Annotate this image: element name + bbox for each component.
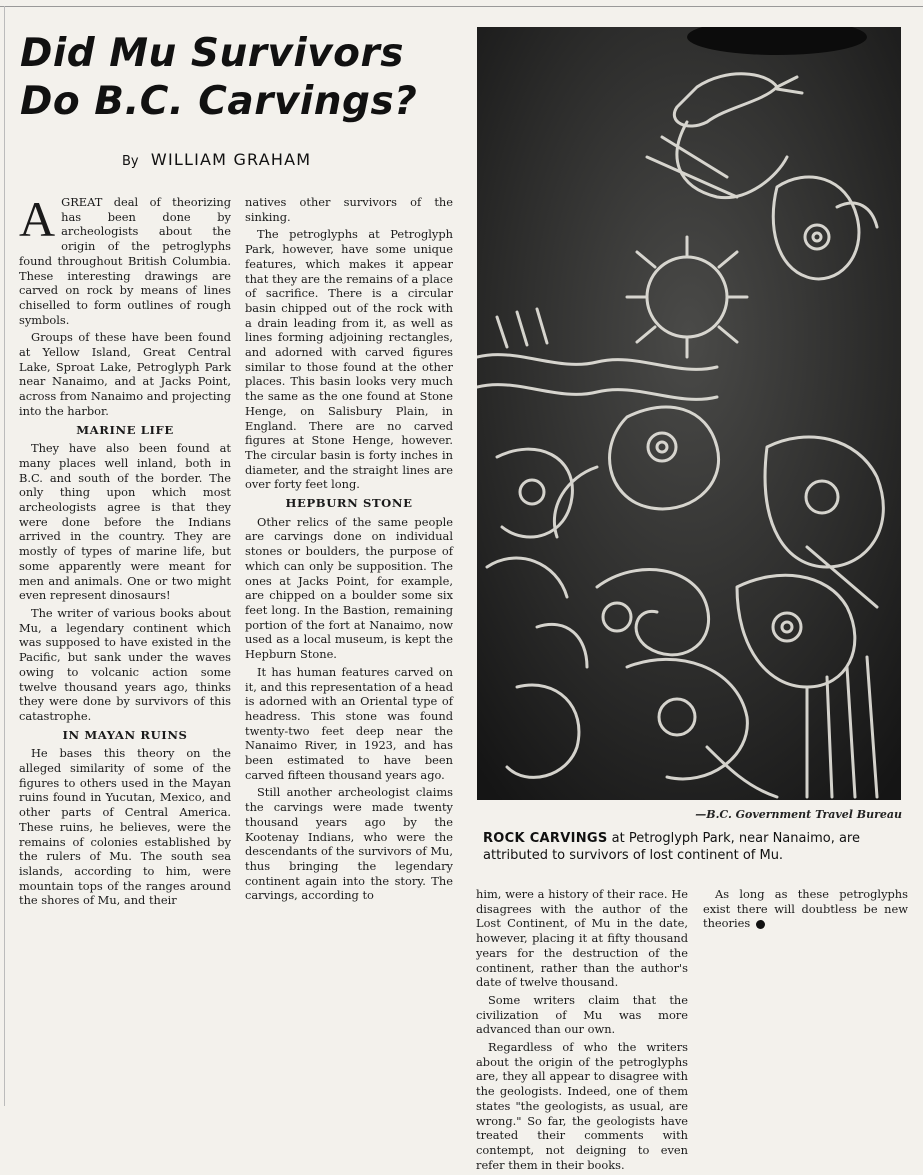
headline-line-1: Did Mu Survivors	[20, 31, 404, 76]
headline-line-2: Do B.C. Carvings?	[20, 79, 418, 124]
article-column-1	[19, 191, 231, 911]
paragraph-text: GREAT deal of theorizing has been done by archeologists about the origin of the petroglyphs found throughout British Columbia. These interesting drawings are carved on rock by means of lines chiselled to form outlines of rough symbols.	[19, 195, 231, 327]
subhead-hepburn-stone: HEPBURN STONE	[285, 496, 413, 511]
end-mark-icon	[756, 920, 765, 929]
paragraph	[703, 887, 908, 931]
paragraph: The writer of various books about Mu, a legendary continent which was supposed to have existed in the Pacific, but sank under the waves owing to volcanic action some twelve thousand years ago, thinks they were done by survivors of this catastrophe.	[19, 605, 231, 723]
paragraph: It has human features carved on it, and this representation of a head is adorned with an Oriental type of headress. This stone was found twenty-two feet deep near the Nanaimo River, in 1923, and has been estimated to have been carved fifteen thousand years ago.	[245, 664, 453, 782]
paragraph: Some writers claim that the civilization of Mu was more advanced than our own.	[476, 992, 688, 1037]
paragraph	[19, 191, 231, 327]
article-column-2	[245, 195, 453, 906]
paragraph: He bases this theory on the alleged similarity of some of the figures to others used in the Mayan ruins found in Yucutan, Mexico, and other parts of Central America. These ruins, he believes, were the remains of colonies established by the rulers of Mu. The south sea islands, according to him, were mountain tops of the ranges around the shores of Mu, and their	[19, 746, 231, 908]
paragraph-text: As long as these petroglyphs exist there will doubtless be new theories	[703, 887, 908, 931]
article-column-4	[703, 887, 908, 934]
paragraph: The petroglyphs at Petroglyph Park, however, have some unique features, which makes it appear that they are the remains of a place of sacrifice. There is a circular basin chipped out of the rock with a drain leading from it, as well as lines forming adjoining rectangles, and adorned with carved figures similar to those found at the other places. This basin looks very much the same as the one found at Stone Henge, on Salisbury Plain, in England. There are no carved figures at Stone Henge, however. The circular basin is forty inches in diameter, and the straight lines are over forty feet long.	[245, 227, 453, 492]
rock-carvings-photo	[477, 27, 901, 800]
paragraph: Groups of these have been found at Yellow Island, Great Central Lake, Sproat Lake, Petroglyph Park near Nanaimo, and at Jacks Point, across from Nanaimo and projecting into the harbor.	[19, 330, 231, 418]
top-rule	[0, 6, 923, 7]
paragraph: Other relics of the same people are carvings done on individual stones or boulders, the purpose of which can only be supposition. The ones at Jacks Point, for example, are chipped on a boulder some six feet long. In the Bastion, remaining portion of the fort at Nanaimo, now used as a local museum, is kept the Hepburn Stone.	[245, 514, 453, 662]
subhead-marine-life: MARINE LIFE	[76, 422, 174, 437]
subhead-in-mayan-ruins: IN MAYAN RUINS	[62, 727, 188, 742]
paragraph: They have also been found at many places well inland, both in B.C. and south of the border. The only thing upon which most archeologists agree is that they were done before the Indians arrived in the country. They are mostly of types of marine life, but some apparently were meant for men and animals. One or two might even represent dinosaurs!	[19, 441, 231, 603]
petroglyph-illustration	[477, 27, 901, 800]
paragraph: Still another archeologist claims the carvings were made twenty thousand years ago by the Kootenay Indians, who were the descendants of the survivors of Mu, thus bringing the legendary continent again into the story. The carvings, according to	[245, 785, 453, 903]
paragraph: him, were a history of their race. He disagrees with the author of the Lost Continent, of Mu in the date, however, placing it at fifty thousand years for the destruction of the continent, rather than the author's date of twelve thousand.	[476, 887, 688, 990]
paragraph: Regardless of who the writers about the origin of the petroglyphs are, they all appear to disagree with the geologists. Indeed, one of them states "the geologists, as usual, are wrong." So far, the geologists have treated their comments with contempt, not deigning to even refer them in their books.	[476, 1040, 688, 1172]
byline-prefix: By	[122, 154, 139, 169]
left-rule	[4, 6, 5, 1106]
caption-lead: ROCK CARVINGS	[483, 831, 608, 846]
byline-author: WILLIAM GRAHAM	[150, 150, 312, 169]
headline	[20, 30, 460, 126]
article-column-3	[476, 887, 688, 1175]
byline	[122, 150, 422, 169]
paragraph: natives other survivors of the sinking.	[245, 195, 453, 224]
caption-text: at Petroglyph Park, near Nanaimo, are attributed to survivors of lost continent of Mu.	[483, 831, 860, 863]
drop-cap: A	[19, 191, 56, 247]
photo-credit: —B.C. Government Travel Bureau	[695, 808, 902, 821]
photo-caption	[483, 830, 903, 864]
